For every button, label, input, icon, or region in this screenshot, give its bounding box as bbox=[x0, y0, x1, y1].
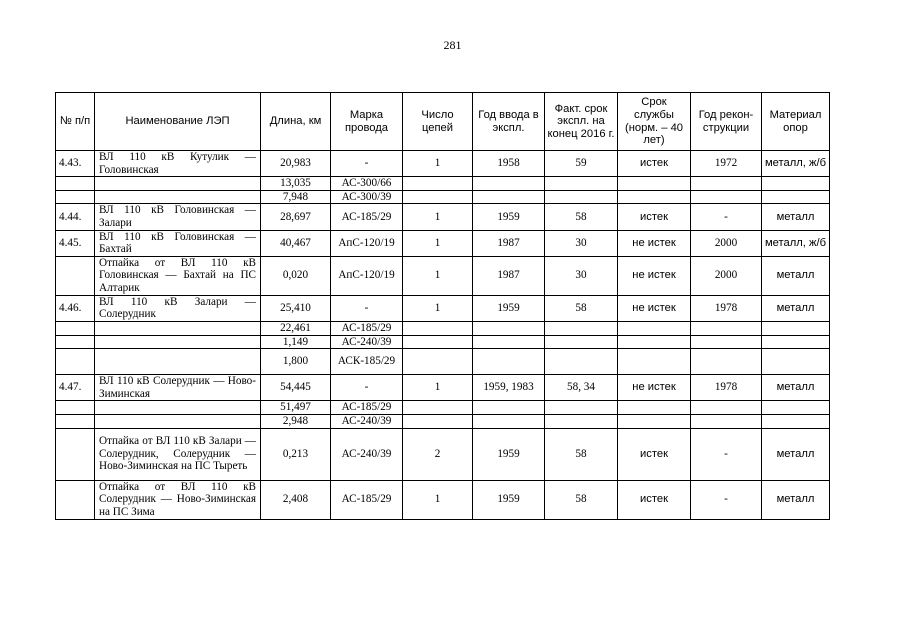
cell-service: истек bbox=[618, 151, 691, 177]
cell-recon: 2000 bbox=[691, 256, 762, 295]
cell-wire: АС-240/39 bbox=[331, 414, 403, 428]
table-row bbox=[56, 204, 830, 230]
cell-circuits: 1 bbox=[403, 375, 473, 401]
cell-material bbox=[762, 401, 830, 415]
cell-recon: 1978 bbox=[691, 375, 762, 401]
cell-name bbox=[95, 414, 261, 428]
cell-fact: 30 bbox=[545, 230, 618, 256]
cell-circuits bbox=[403, 349, 473, 375]
cell-circuits bbox=[403, 414, 473, 428]
cell-name bbox=[95, 401, 261, 415]
cell-year: 1959 bbox=[473, 295, 545, 321]
cell-service: не истек bbox=[618, 256, 691, 295]
power-lines-table bbox=[55, 92, 830, 520]
table-row bbox=[56, 256, 830, 295]
cell-year bbox=[473, 177, 545, 191]
table-row bbox=[56, 321, 830, 335]
cell-name bbox=[95, 177, 261, 191]
table-row bbox=[56, 375, 830, 401]
cell-circuits: 1 bbox=[403, 295, 473, 321]
cell-recon: - bbox=[691, 480, 762, 519]
cell-year: 1959 bbox=[473, 428, 545, 480]
cell-name: ВЛ 110 кВ Головинская — Бахтай bbox=[95, 230, 261, 256]
table-row bbox=[56, 335, 830, 349]
cell-wire: АС-185/29 bbox=[331, 480, 403, 519]
cell-material: металл bbox=[762, 256, 830, 295]
cell-service: не истек bbox=[618, 375, 691, 401]
cell-service bbox=[618, 177, 691, 191]
cell-fact: 59 bbox=[545, 151, 618, 177]
cell-service bbox=[618, 414, 691, 428]
cell-name: Отпайка от ВЛ 110 кВ Головинская — Бахтай на ПС Алтарик bbox=[95, 256, 261, 295]
cell-fact bbox=[545, 190, 618, 204]
cell-year bbox=[473, 349, 545, 375]
cell-name: Отпайка от ВЛ 110 кВ Залари — Солерудник, Солерудник — Ново-Зиминская на ПС Тыреть bbox=[95, 428, 261, 480]
cell-num bbox=[56, 349, 95, 375]
cell-service: не истек bbox=[618, 230, 691, 256]
cell-length: 2,948 bbox=[261, 414, 331, 428]
cell-year bbox=[473, 321, 545, 335]
cell-fact bbox=[545, 401, 618, 415]
cell-num bbox=[56, 335, 95, 349]
cell-year: 1987 bbox=[473, 256, 545, 295]
cell-year bbox=[473, 414, 545, 428]
table-row bbox=[56, 177, 830, 191]
cell-circuits: 1 bbox=[403, 204, 473, 230]
cell-recon: - bbox=[691, 204, 762, 230]
cell-recon bbox=[691, 177, 762, 191]
cell-wire: - bbox=[331, 151, 403, 177]
cell-material bbox=[762, 349, 830, 375]
cell-year: 1959 bbox=[473, 480, 545, 519]
cell-fact bbox=[545, 349, 618, 375]
cell-year: 1959 bbox=[473, 204, 545, 230]
cell-wire: АпС-120/19 bbox=[331, 230, 403, 256]
cell-service bbox=[618, 335, 691, 349]
cell-year bbox=[473, 401, 545, 415]
cell-year: 1959, 1983 bbox=[473, 375, 545, 401]
cell-length: 2,408 bbox=[261, 480, 331, 519]
table-row bbox=[56, 349, 830, 375]
table-row bbox=[56, 190, 830, 204]
cell-circuits: 1 bbox=[403, 256, 473, 295]
cell-material bbox=[762, 190, 830, 204]
cell-material: металл, ж/б bbox=[762, 230, 830, 256]
table-row bbox=[56, 151, 830, 177]
cell-name bbox=[95, 190, 261, 204]
header-name: Наименование ЛЭП bbox=[95, 93, 261, 151]
cell-material: металл bbox=[762, 375, 830, 401]
cell-length: 25,410 bbox=[261, 295, 331, 321]
cell-recon: 1978 bbox=[691, 295, 762, 321]
cell-wire: АС-185/29 bbox=[331, 401, 403, 415]
header-fact: Факт. срок экспл. на конец 2016 г. bbox=[545, 93, 618, 151]
cell-num: 4.46. bbox=[56, 295, 95, 321]
cell-wire: АС-185/29 bbox=[331, 321, 403, 335]
table-row bbox=[56, 480, 830, 519]
cell-material bbox=[762, 321, 830, 335]
cell-length: 40,467 bbox=[261, 230, 331, 256]
cell-circuits bbox=[403, 335, 473, 349]
cell-num bbox=[56, 177, 95, 191]
cell-name bbox=[95, 349, 261, 375]
cell-recon: 2000 bbox=[691, 230, 762, 256]
cell-num bbox=[56, 414, 95, 428]
cell-material: металл bbox=[762, 295, 830, 321]
cell-length: 20,983 bbox=[261, 151, 331, 177]
cell-material: металл, ж/б bbox=[762, 151, 830, 177]
cell-length: 28,697 bbox=[261, 204, 331, 230]
cell-circuits bbox=[403, 321, 473, 335]
cell-num bbox=[56, 190, 95, 204]
cell-circuits: 1 bbox=[403, 151, 473, 177]
cell-service: истек bbox=[618, 428, 691, 480]
cell-circuits: 1 bbox=[403, 230, 473, 256]
cell-year: 1958 bbox=[473, 151, 545, 177]
cell-service: не истек bbox=[618, 295, 691, 321]
cell-service: истек bbox=[618, 204, 691, 230]
cell-num bbox=[56, 256, 95, 295]
table-row bbox=[56, 230, 830, 256]
table-row bbox=[56, 295, 830, 321]
cell-name: ВЛ 110 кВ Головинская — Залари bbox=[95, 204, 261, 230]
cell-num: 4.47. bbox=[56, 375, 95, 401]
cell-circuits bbox=[403, 401, 473, 415]
cell-service bbox=[618, 190, 691, 204]
cell-name: ВЛ 110 кВ Солерудник — Ново-Зиминская bbox=[95, 375, 261, 401]
cell-circuits: 1 bbox=[403, 480, 473, 519]
cell-recon bbox=[691, 190, 762, 204]
cell-year bbox=[473, 190, 545, 204]
cell-service bbox=[618, 349, 691, 375]
cell-length: 1,800 bbox=[261, 349, 331, 375]
cell-num bbox=[56, 428, 95, 480]
cell-name bbox=[95, 321, 261, 335]
cell-fact: 58 bbox=[545, 480, 618, 519]
header-recon: Год рекон-струкции bbox=[691, 93, 762, 151]
cell-num bbox=[56, 321, 95, 335]
cell-material bbox=[762, 177, 830, 191]
header-service: Срок службы (норм. – 40 лет) bbox=[618, 93, 691, 151]
header-wire: Марка провода bbox=[331, 93, 403, 151]
cell-fact: 58 bbox=[545, 204, 618, 230]
cell-name: ВЛ 110 кВ Залари — Солерудник bbox=[95, 295, 261, 321]
cell-length: 7,948 bbox=[261, 190, 331, 204]
cell-service bbox=[618, 401, 691, 415]
header-length: Длина, км bbox=[261, 93, 331, 151]
cell-circuits bbox=[403, 177, 473, 191]
cell-num: 4.45. bbox=[56, 230, 95, 256]
cell-length: 13,035 bbox=[261, 177, 331, 191]
cell-wire: АС-300/66 bbox=[331, 177, 403, 191]
header-material: Материал опор bbox=[762, 93, 830, 151]
cell-circuits bbox=[403, 190, 473, 204]
cell-wire: АпС-120/19 bbox=[331, 256, 403, 295]
cell-wire: - bbox=[331, 295, 403, 321]
cell-service bbox=[618, 321, 691, 335]
cell-recon: - bbox=[691, 428, 762, 480]
cell-service: истек bbox=[618, 480, 691, 519]
cell-recon bbox=[691, 414, 762, 428]
cell-length: 22,461 bbox=[261, 321, 331, 335]
cell-recon: 1972 bbox=[691, 151, 762, 177]
cell-recon bbox=[691, 349, 762, 375]
table-row bbox=[56, 401, 830, 415]
cell-material: металл bbox=[762, 204, 830, 230]
cell-num bbox=[56, 401, 95, 415]
table-row bbox=[56, 414, 830, 428]
header-num: № п/п bbox=[56, 93, 95, 151]
cell-recon bbox=[691, 321, 762, 335]
cell-material: металл bbox=[762, 480, 830, 519]
cell-fact bbox=[545, 321, 618, 335]
cell-material: металл bbox=[762, 428, 830, 480]
cell-fact bbox=[545, 177, 618, 191]
cell-wire: АС-240/39 bbox=[331, 335, 403, 349]
table-row bbox=[56, 428, 830, 480]
cell-name: Отпайка от ВЛ 110 кВ Солерудник — Ново-Зиминская на ПС Зима bbox=[95, 480, 261, 519]
cell-recon bbox=[691, 401, 762, 415]
cell-num: 4.44. bbox=[56, 204, 95, 230]
cell-length: 1,149 bbox=[261, 335, 331, 349]
cell-length: 0,213 bbox=[261, 428, 331, 480]
cell-wire: - bbox=[331, 375, 403, 401]
header-year: Год ввода в экспл. bbox=[473, 93, 545, 151]
page-number: 281 bbox=[443, 38, 462, 52]
cell-length: 54,445 bbox=[261, 375, 331, 401]
cell-recon bbox=[691, 335, 762, 349]
cell-fact bbox=[545, 414, 618, 428]
cell-fact: 58 bbox=[545, 295, 618, 321]
cell-name: ВЛ 110 кВ Кутулик — Головинская bbox=[95, 151, 261, 177]
cell-wire: АС-240/39 bbox=[331, 428, 403, 480]
cell-year bbox=[473, 335, 545, 349]
cell-wire: АС-185/29 bbox=[331, 204, 403, 230]
cell-num: 4.43. bbox=[56, 151, 95, 177]
cell-fact: 58 bbox=[545, 428, 618, 480]
cell-fact: 58, 34 bbox=[545, 375, 618, 401]
cell-circuits: 2 bbox=[403, 428, 473, 480]
cell-num bbox=[56, 480, 95, 519]
cell-length: 51,497 bbox=[261, 401, 331, 415]
cell-material bbox=[762, 414, 830, 428]
cell-fact bbox=[545, 335, 618, 349]
cell-wire: АС-300/39 bbox=[331, 190, 403, 204]
cell-name bbox=[95, 335, 261, 349]
cell-fact: 30 bbox=[545, 256, 618, 295]
cell-year: 1987 bbox=[473, 230, 545, 256]
header-row bbox=[56, 93, 830, 151]
cell-wire: АСК-185/29 bbox=[331, 349, 403, 375]
cell-material bbox=[762, 335, 830, 349]
cell-length: 0,020 bbox=[261, 256, 331, 295]
header-circuits: Число цепей bbox=[403, 93, 473, 151]
